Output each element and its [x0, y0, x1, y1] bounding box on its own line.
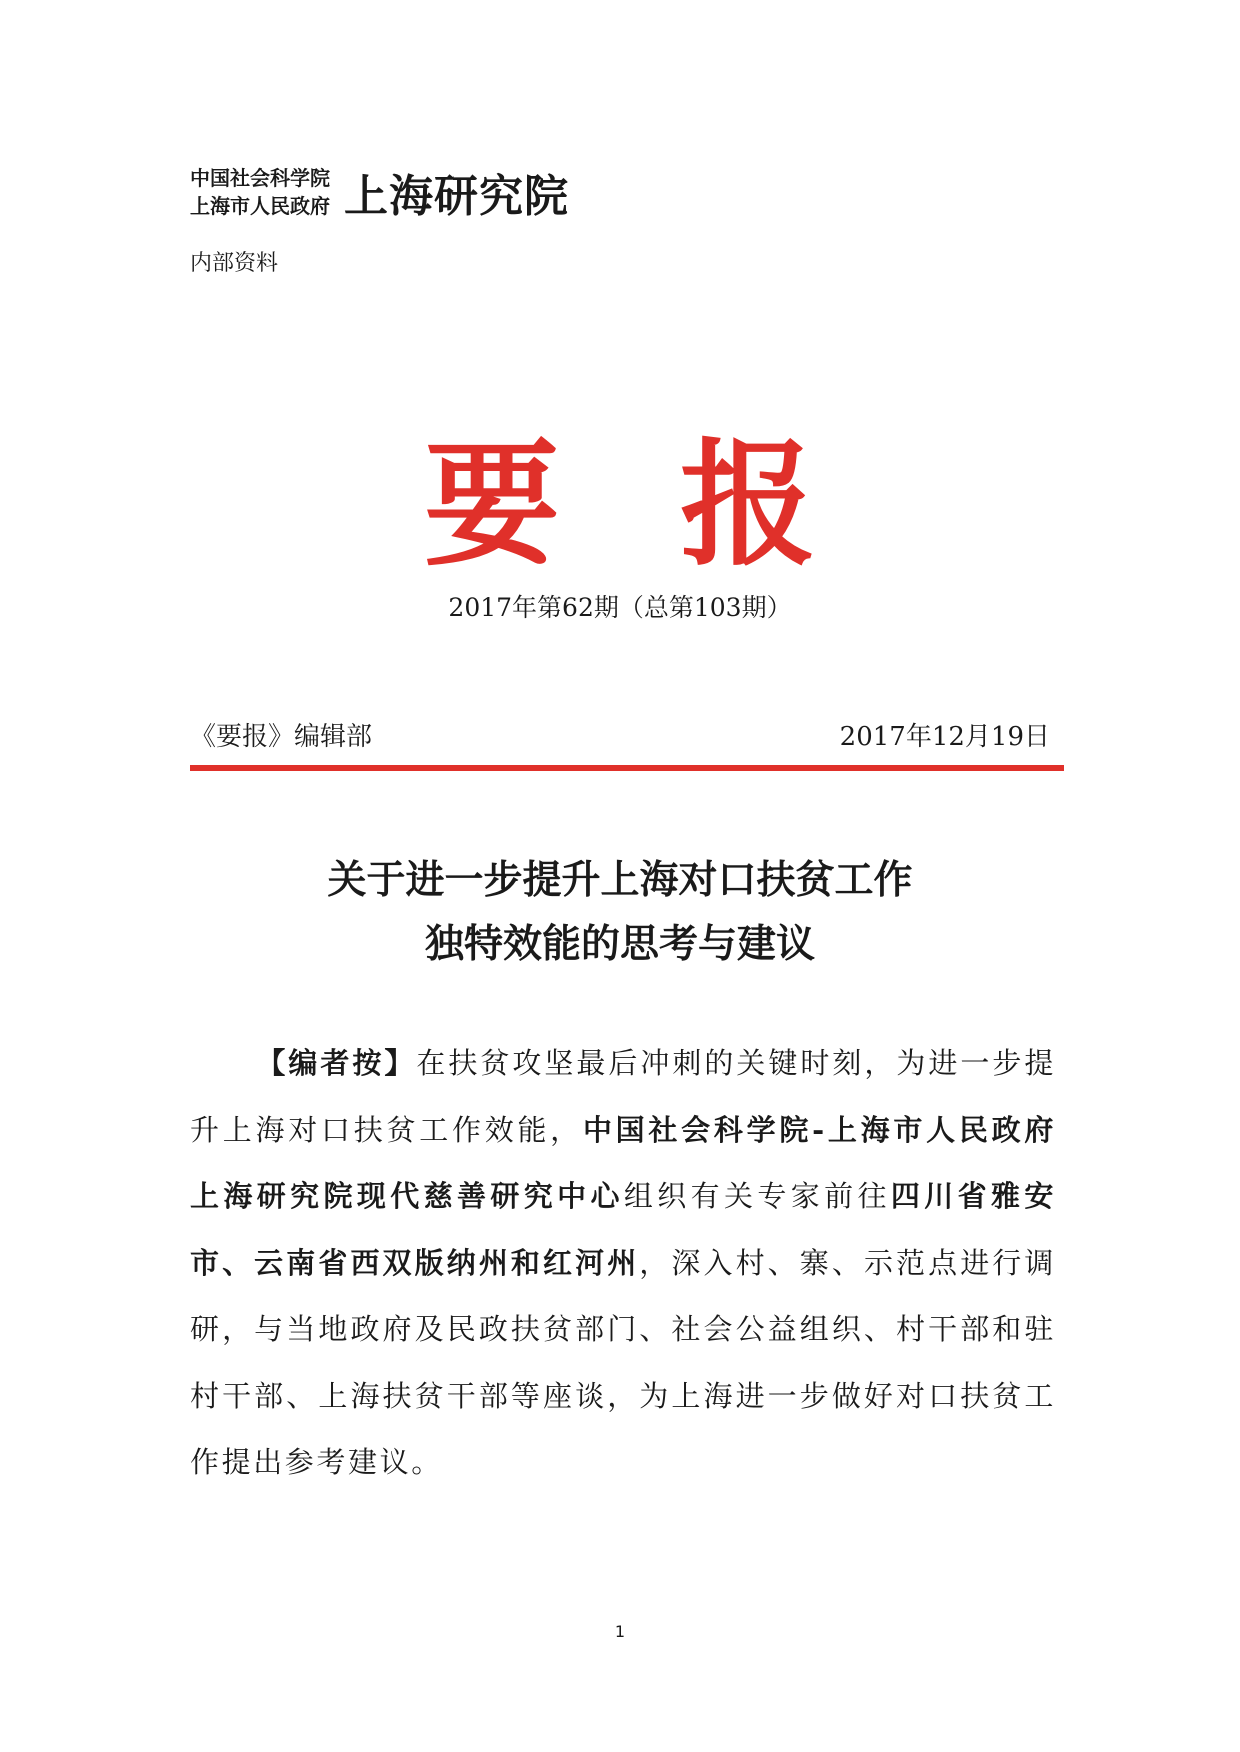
masthead-char-2: 报 [680, 425, 816, 585]
classification-label: 内部资料 [190, 251, 279, 276]
editor-note-paragraph [190, 1030, 1056, 1496]
editor-note-bold-1: 中国社会科学院-上海市人民政府上海研究院现代慈善研究中心 [190, 1112, 1056, 1213]
editor-note-text-1: 在扶贫攻坚最后冲刺的关键时刻，为进一步提升上海对口扶贫工作效能， [190, 1046, 1056, 1147]
editor-note-bold-2: 四川省雅安市、云南省西双版纳州和红河州 [190, 1179, 1056, 1280]
org-line-2: 上海市人民政府 [190, 194, 330, 218]
org-line-1: 中国社会科学院 [190, 166, 330, 190]
institute-name: 上海研究院 [344, 171, 569, 222]
org-names [190, 164, 330, 220]
masthead-char-1: 要 [424, 425, 560, 585]
editor-note-label: 【编者按】 [256, 1046, 417, 1080]
editor-note-text-3: ，深入村、寨、示范点进行调研，与当地政府及民政扶贫部门、社会公益组织、村干部和驻村干部、上海扶贫干部等座谈，为上海进一步做好对口扶贫工作提出参考建议。 [190, 1245, 1056, 1479]
page-number: 1 [614, 1622, 626, 1641]
article-title-line-2: 独特效能的思考与建议 [424, 921, 815, 967]
letterhead [190, 160, 569, 224]
article-title-line-1: 关于进一步提升上海对口扶贫工作 [327, 857, 913, 903]
issue-number: 2017年第62期（总第103期） [448, 593, 792, 622]
publish-date: 2017年12月19日 [839, 722, 1050, 752]
meta-row [190, 716, 1050, 753]
editor-note-text-2: 组织有关专家前往 [623, 1179, 891, 1213]
article-title [0, 848, 1240, 976]
red-divider [190, 765, 1064, 771]
masthead-title [0, 395, 1240, 591]
editor-department: 《要报》编辑部 [190, 722, 373, 752]
